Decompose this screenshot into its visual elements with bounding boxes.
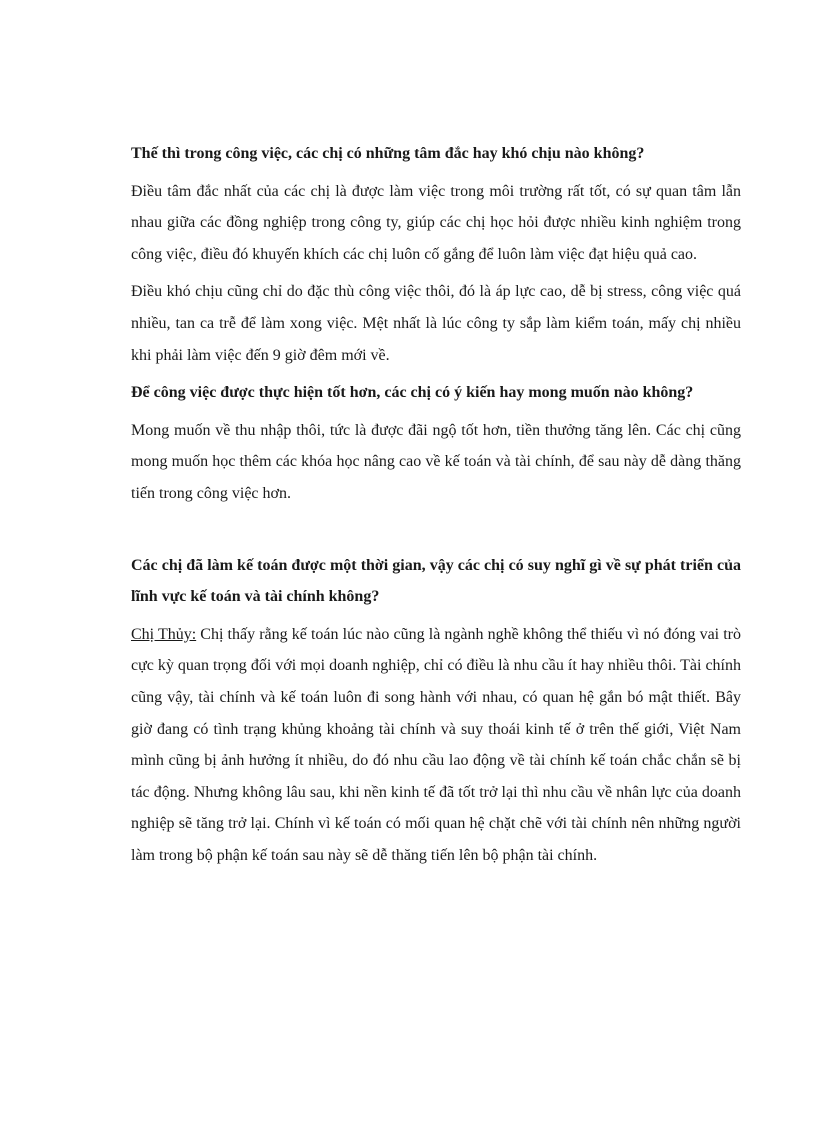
answer-paragraph (131, 619, 741, 872)
answer-paragraph: Mong muốn về thu nhập thôi, tức là được đãi ngộ tốt hơn, tiền thưởng tăng lên. Các chị cũng mong muốn học thêm các khóa học nâng cao về kế toán và tài chính, để sau này dễ dàng thăng tiến trong công việc hơn. (131, 421, 741, 502)
question-heading: Thế thì trong công việc, các chị có những tâm đắc hay khó chịu nào không? (131, 145, 645, 162)
question-heading: Để công việc được thực hiện tốt hơn, các chị có ý kiến hay mong muốn nào không? (131, 384, 694, 402)
answer-paragraph: Điều khó chịu cũng chỉ do đặc thù công việc thôi, đó là áp lực cao, dễ bị stress, công việc quá nhiều, tan ca trễ để làm xong việc. Mệt nhất là lúc công ty sắp làm kiểm toán, mấy chị nhiều khi phải làm việc đến 9 giờ đêm mới về. (131, 283, 741, 364)
document-page (131, 138, 741, 871)
question-heading: Các chị đã làm kế toán được một thời gian, vậy các chị có suy nghĩ gì về sự phát triển của lĩnh vực kế toán và tài chính không? (131, 556, 741, 606)
answer-text: Chị thấy rằng kế toán lúc nào cũng là ngành nghề không thể thiếu vì nó đóng vai trò cực kỳ quan trọng đối với mọi doanh nghiệp, chỉ có điều là nhu cầu ít hay nhiều thôi. Tài chính cũng vậy, tài chính và kế toán luôn đi song hành với nhau, có quan hệ gắn bó mật thiết. Bây giờ đang có tình trạng khủng khoảng tài chính và suy thoái kinh tế ở trên thế giới, Việt Nam mình cũng bị ảnh hưởng ít nhiều, do đó nhu cầu lao động về tài chính kế toán chắc chắn sẽ bị tác động. Nhưng không lâu sau, khi nền kinh tế đã tốt trở lại thì nhu cầu về nhân lực của doanh nghiệp sẽ tăng trở lại. Chính vì kế toán có mối quan hệ chặt chẽ với tài chính nên những người làm trong bộ phận kế toán sau này sẽ dễ thăng tiến lên bộ phận tài chính. (131, 625, 742, 864)
answer-paragraph: Điều tâm đắc nhất của các chị là được làm việc trong môi trường rất tốt, có sự quan tâm lẫn nhau giữa các đồng nghiệp trong công ty, giúp các chị học hỏi được nhiều kinh nghiệm trong công việc, điều đó khuyến khích các chị luôn cố gắng để luôn làm việc đạt hiệu quả cao. (131, 182, 741, 263)
speaker-name: Chị Thủy: (131, 625, 197, 643)
